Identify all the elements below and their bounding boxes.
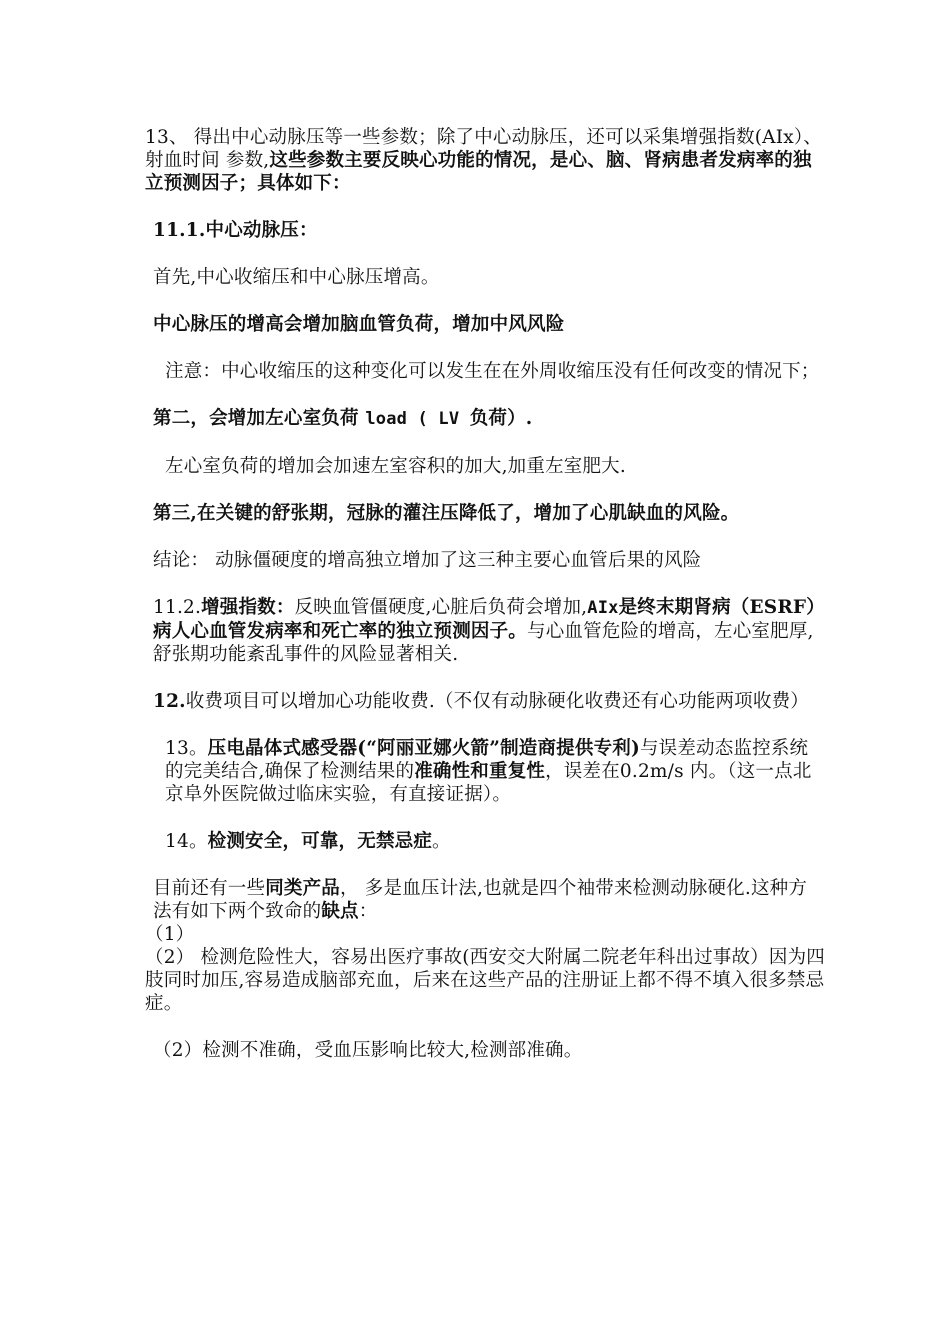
paragraph-13-sensor bbox=[145, 737, 825, 806]
aix-body-2: 与心血管危险的增高，左心室肥厚,舒张期功能紊乱事件的风险显著相关. bbox=[153, 621, 814, 665]
section-number-12: 12. bbox=[153, 691, 186, 712]
products-bold-2: 缺点 bbox=[321, 901, 359, 922]
paragraph-12 bbox=[145, 690, 825, 713]
paragraph-13-text: 13、 得出中心动脉压等一些参数；除了中心动脉压，还可以采集增强指数(AIx）、射血时间 参数, bbox=[145, 127, 822, 171]
document-page bbox=[145, 126, 825, 1062]
heading-11-1: 11.1.中心动脉压： bbox=[153, 220, 318, 241]
paragraph-11-2 bbox=[145, 596, 825, 666]
section-number-14: 14。 bbox=[165, 831, 208, 852]
accuracy-bold: 准确性和重复性 bbox=[414, 761, 546, 782]
products-text-a: 目前还有一些 bbox=[153, 878, 266, 899]
paragraph-12-text: 收费项目可以增加心功能收费.（不仅有动脉硬化收费还有心功能两项收费） bbox=[185, 691, 809, 712]
list-item-3: （2）检测不准确，受血压影响比较大,检测部准确。 bbox=[153, 1040, 583, 1061]
aix-term: AIx bbox=[587, 598, 619, 618]
paragraph-14 bbox=[145, 830, 825, 853]
paragraph-14-end: 。 bbox=[432, 831, 451, 852]
section-title-aix: 增强指数： bbox=[201, 597, 295, 618]
second-text-a: 第二，会增加左心室负荷 bbox=[153, 408, 366, 429]
sensor-text-2: ，误差在0.2m/s 内。（这一点北京阜外医院做过临床实验，有直接证据）。 bbox=[165, 761, 812, 805]
paragraph-note: 注意：中心收缩压的这种变化可以发生在在外周收缩压没有任何改变的情况下； bbox=[165, 361, 820, 382]
paragraph-stroke-risk: 中心脉压的增高会增加脑血管负荷，增加中风风险 bbox=[153, 314, 565, 335]
products-text-c: ： bbox=[358, 901, 378, 922]
section-number-13: 13。 bbox=[165, 738, 208, 759]
section-number-11-2: 11.2. bbox=[153, 597, 202, 618]
paragraph-lv-load: 左心室负荷的增加会加速左室容积的加大,加重左室肥大. bbox=[165, 456, 626, 477]
paragraph-products bbox=[145, 877, 825, 923]
paragraph-13-parameters bbox=[145, 126, 825, 195]
sensor-bold: 压电晶体式感受器(“阿丽亚娜火箭”制造商提供专利) bbox=[207, 738, 640, 759]
products-bold-1: 同类产品 bbox=[265, 878, 341, 899]
paragraph-13-bold: 这些参数主要反映心功能的情况，是心、脑、肾病患者发病率的独立预测因子；具体如下： bbox=[145, 150, 812, 194]
aix-bold-statement: 是终末期肾病（ESRF）病人心血管发病率和死亡率的独立预测因子。 bbox=[153, 597, 825, 642]
paragraph-third: 第三,在关键的舒张期，冠脉的灌注压降低了，增加了心肌缺血的风险。 bbox=[153, 503, 740, 524]
sensor-text-1: 与误差动态监控系统的完美结合,确保了检测结果的 bbox=[165, 738, 809, 782]
list-item-2: （2） 检测危险性大，容易出医疗事故(西安交大附属二院老年科出过事故）因为四肢同时加压,容易造成脑部充血，后来在这些产品的注册证上都不得不填入很多禁忌症。 bbox=[145, 947, 825, 1014]
paragraph-second bbox=[145, 407, 825, 431]
list-item-1: （1） bbox=[145, 924, 195, 945]
second-text-c: 负荷）. bbox=[469, 408, 533, 429]
products-text-b: ， 多是血压计法,也就是四个袖带来检测动脉硬化.这种方法有如下两个致命的 bbox=[153, 878, 808, 922]
aix-body-1: 反映血管僵硬度,心脏后负荷会增加, bbox=[294, 597, 588, 618]
paragraph-conclusion: 结论： 动脉僵硬度的增高独立增加了这三种主要心血管后果的风险 bbox=[153, 550, 702, 571]
safety-bold: 检测安全，可靠，无禁忌症 bbox=[207, 831, 433, 852]
second-text-mono: load ( LV bbox=[365, 409, 470, 429]
paragraph-first: 首先,中心收缩压和中心脉压增高。 bbox=[153, 267, 440, 288]
